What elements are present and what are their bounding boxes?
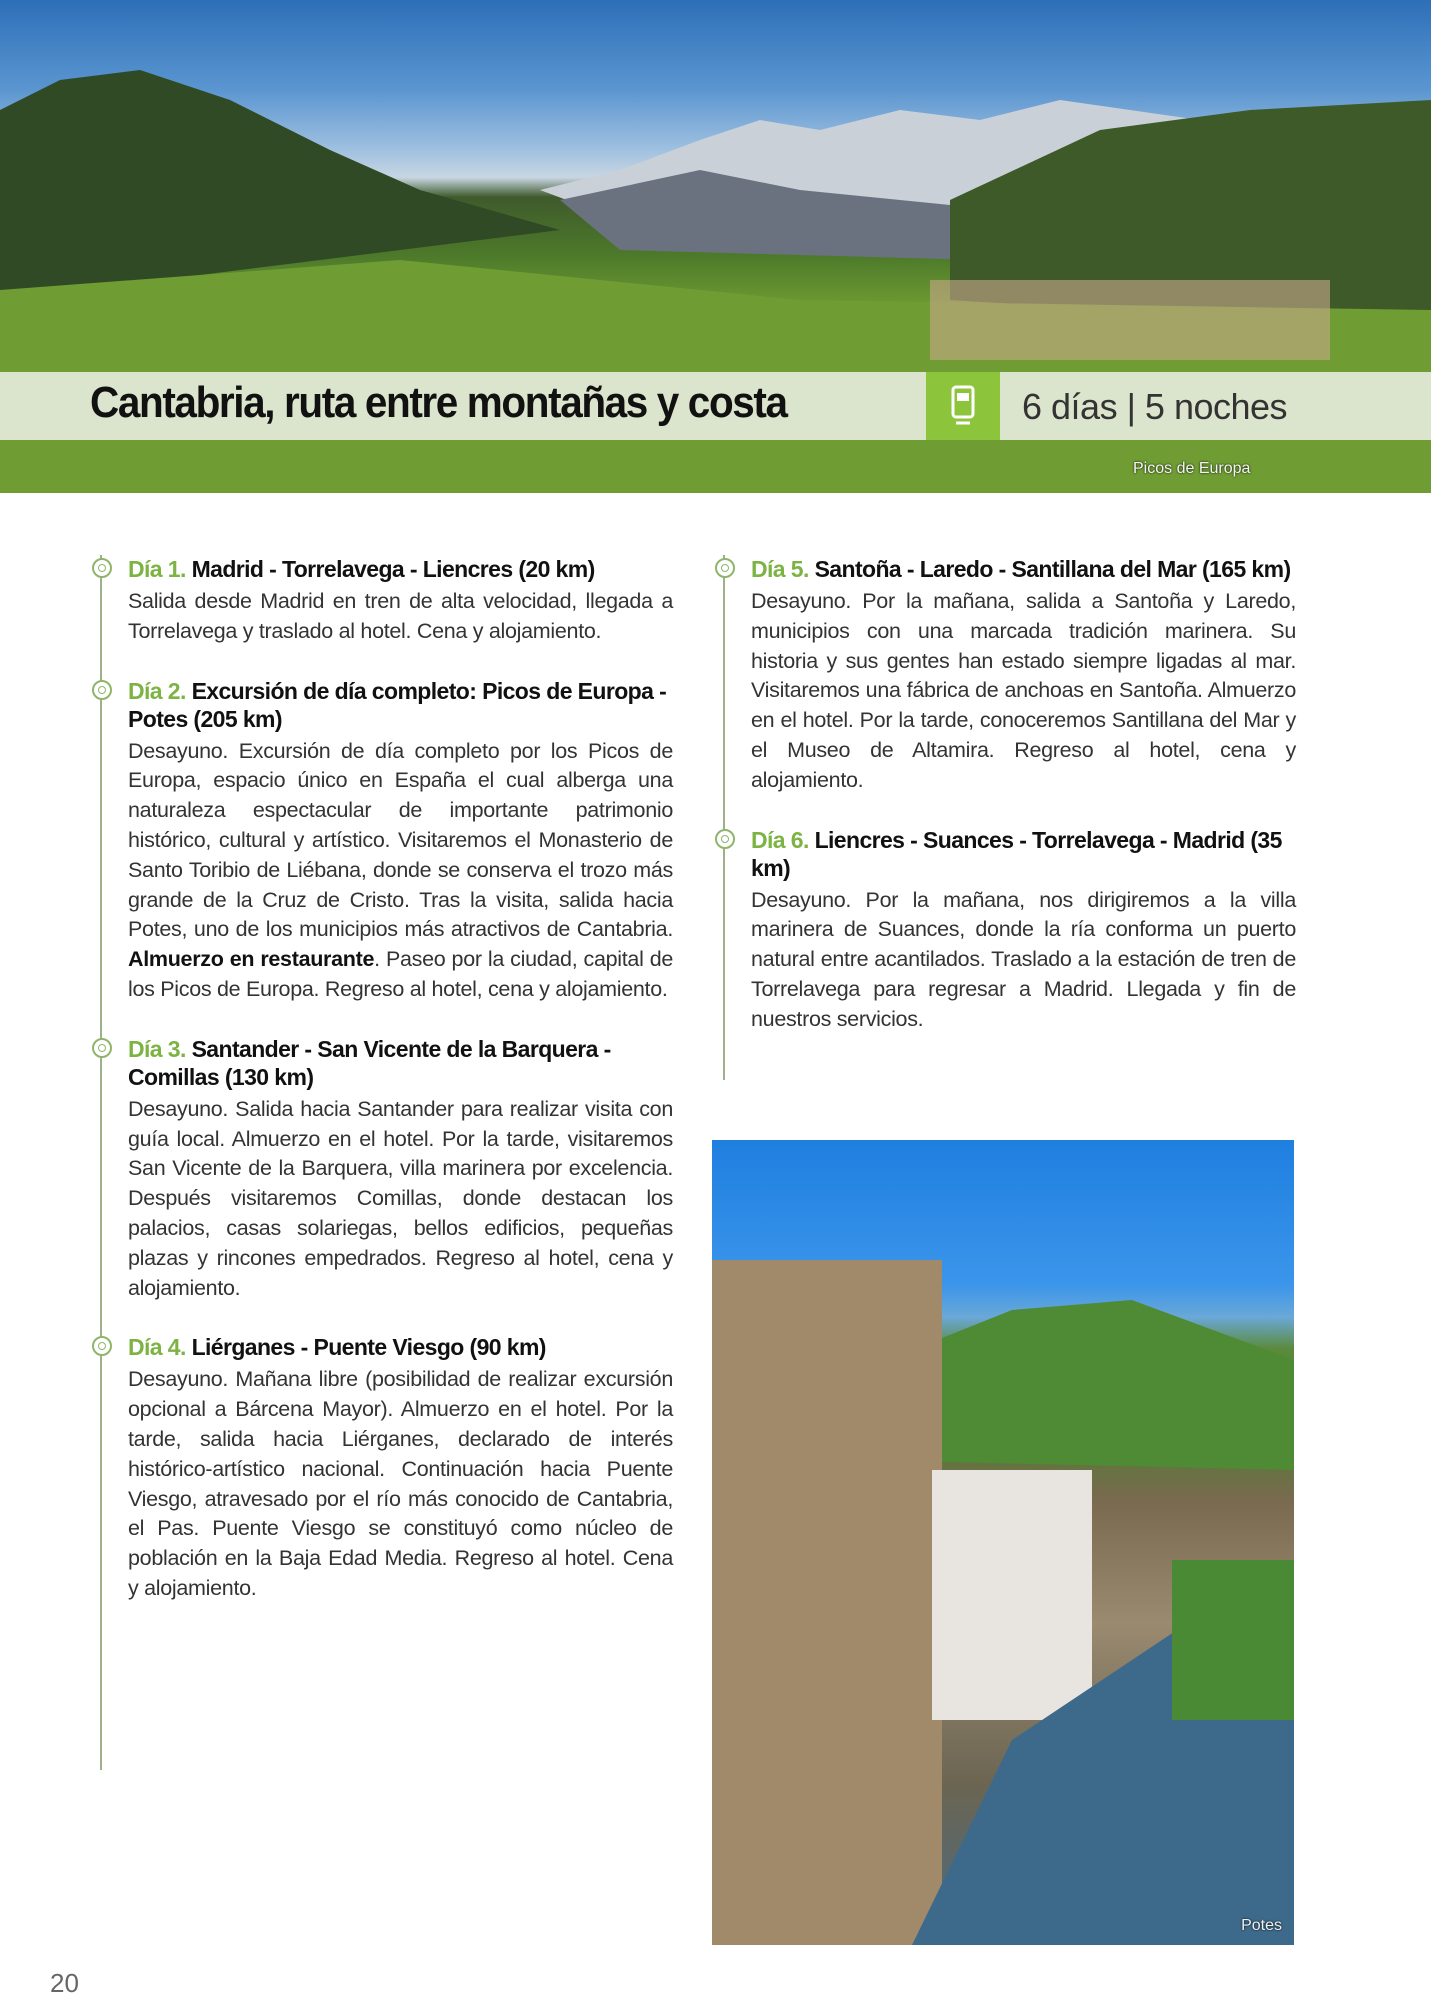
day-description: Desayuno. Por la mañana, nos dirigiremos a la villa marinera de Suances, donde la ría conforma un puerto natural entre acantilados. Traslado a la estación de tren de Torrelavega para regresar a Madrid. Llegada y fin de nuestros servicios. — [751, 887, 1296, 1031]
day-2 — [128, 677, 673, 1005]
day-heading: Día 3. Santander - San Vicente de la Barquera - Comillas (130 km) — [128, 1035, 611, 1090]
day-description: Desayuno. Mañana libre (posibilidad de realizar excursión opcional a Bárcena Mayor). Almuerzo en el hotel. Por la tarde, salida hacia Liérganes, declarado de interés histórico-artístico nacional. Continuación hacia Puente Viesgo, atravesado por el río más conocido de Cantabria, el Pas. Puente Viesgo se constituyó como núcleo de población en la Baja Edad Media. Regreso al hotel. Cena y alojamiento. — [128, 1367, 673, 1600]
timeline-bullet-icon — [92, 1038, 112, 1058]
trip-duration: 6 días | 5 noches — [1022, 386, 1288, 427]
day-heading: Día 5. Santoña - Laredo - Santillana del Mar (165 km) — [751, 556, 1291, 582]
itinerary-left-column — [100, 555, 673, 1770]
timeline-bullet-icon — [715, 829, 735, 849]
potes-photo — [712, 1140, 1294, 1945]
day-description: Salida desde Madrid en tren de alta velocidad, llegada a Torrelavega y traslado al hotel. Cena y alojamiento. — [128, 589, 673, 643]
day-6 — [751, 826, 1296, 1035]
day-4 — [128, 1333, 673, 1603]
day-5 — [751, 555, 1296, 796]
timeline-bullet-icon — [92, 558, 112, 578]
header-photo — [0, 0, 1431, 493]
page-number: 20 — [50, 1968, 79, 1998]
timeline-bullet-icon — [92, 680, 112, 700]
day-heading: Día 4. Liérganes - Puente Viesgo (90 km) — [128, 1334, 546, 1361]
itinerary-right-column — [723, 555, 1296, 1080]
day-heading: Día 2. Excursión de día completo: Picos de Europa - Potes (205 km) — [128, 677, 667, 732]
photo-caption: Picos de Europa — [1133, 460, 1251, 477]
day-heading: Día 1. Madrid - Torrelavega - Liencres (20 km) — [128, 556, 595, 582]
day-description: Desayuno. Salida hacia Santander para realizar visita con guía local. Almuerzo en el hotel. Por la tarde, visitaremos San Vicente de la Barquera, villa marinera por excelencia. Después visitaremos Comillas, donde destacan los palacios, casas solariegas, bellos edificios, pequeñas plazas y rincones empedrados. Regreso al hotel, cena y alojamiento. — [128, 1096, 673, 1300]
page-title: Cantabria, ruta entre montañas y costa — [90, 378, 787, 427]
day-description: Desayuno. Excursión de día completo por los Picos de Europa, espacio único en España el cual alberga una naturaleza espectacular de importante patrimonio histórico, cultural y artístico. Visitaremos el Monasterio de Santo Toribio de Liébana, donde se conserva el trozo más grande de la Cruz de Cristo. Tras la visita, salida hacia Potes, uno de los municipios más atractivos de Cantabria. Almuerzo en restaurante. Paseo por la ciudad, capital de los Picos de Europa. Regreso al hotel, cena y alojamiento. — [128, 738, 674, 1001]
timeline-bullet-icon — [715, 558, 735, 578]
day-1 — [128, 555, 673, 647]
day-heading: Día 6. Liencres - Suances - Torrelavega - Madrid (35 km) — [751, 826, 1282, 881]
photo-caption: Potes — [1241, 1917, 1282, 1934]
train-icon — [926, 372, 1000, 440]
timeline-bullet-icon — [92, 1336, 112, 1356]
day-3 — [128, 1035, 673, 1304]
day-description: Desayuno. Por la mañana, salida a Santoña y Laredo, municipios con una marcada tradición marinera. Su historia y sus gentes han estado siempre ligadas al mar. Visitaremos una fábrica de anchoas en Santoña. Almuerzo en el hotel. Por la tarde, conoceremos Santillana del Mar y el Museo de Altamira. Regreso al hotel, cena y alojamiento. — [751, 589, 1296, 792]
